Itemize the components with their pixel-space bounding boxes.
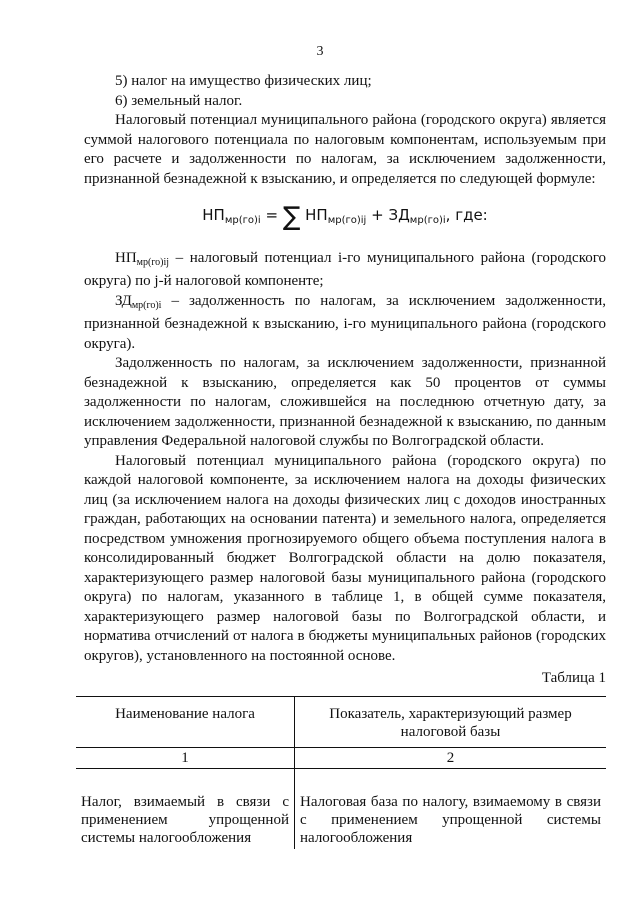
table-col-number-1: 1 [76,748,295,769]
table-spacer-row [76,769,606,792]
tax-base-table [76,696,606,849]
def1-text: – налоговый потенциал i-го муниципального района (городского округа) по j-й налоговой компоненте; [84,249,606,289]
intro-paragraph: Налоговый потенциал муниципального района (городского округа) является суммой налогового потенциала по налоговым компонентам, используемым при его расчете и задолженности по налогам, за исключением задолженности, признанной безнадежной к взысканию, и определяется по следующей формуле: [84,112,606,187]
page-number: 3 [316,44,324,59]
sum-sigma: ∑ [282,202,301,232]
formula-plus: + [371,206,384,224]
table-cell-indicator: Налоговая база по налогу, взимаемому в связи с применением упрощенной системы налогообложения [300,794,601,846]
table-spacer-cell-1 [76,769,295,792]
table-header-tax-name: Наименование налога [76,697,295,748]
table-col-number-2: 2 [295,748,607,769]
def1-symbol: НП [115,249,137,266]
definition-zd [84,292,606,355]
table-cell-tax-name: Налог, взимаемый в связи с применением упрощенной системы налогообложения [76,791,295,849]
formula-tail: , где: [445,206,488,224]
definition-np [84,249,606,292]
def2-text: – задолженность по налогам, за исключением задолженности, признанной безнадежной к взысканию, i-го муниципального района (городского округа). [84,292,606,352]
table-number-row [76,748,606,769]
table-header-row [76,697,606,748]
formula-equals: = [265,206,279,224]
formula-lhs-sub: мр(го)i [224,215,261,226]
formula-lhs: НП [202,206,225,224]
formula-term2-sub: мр(го)i [409,215,446,226]
list-item-6: 6) земельный налог. [115,92,243,109]
def2-symbol: ЗД [115,292,132,309]
debt-paragraph: Задолженность по налогам, за исключением задолженности, признанной безнадежной к взысканию, определяется как 50 процентов от суммы задолженности по налогам, сложившейся на последнюю отчетную дату, за исключением задолженности, признанной безнадежной к взысканию, по данным управления Федеральной налоговой службы по Волгоградской области. [84,355,606,449]
def1-sub: мр(го)ij [136,256,170,268]
tax-potential-formula [84,202,606,232]
table-spacer-cell-2 [295,769,607,792]
main-text [84,72,606,689]
list-item-5: 5) налог на имущество физических лиц; [115,73,372,89]
formula-term1: НП [305,206,328,224]
def2-sub: мр(го)i [131,299,162,311]
table-row [76,791,606,849]
table-header-indicator: Показатель, характеризующий размер налоговой базы [295,697,607,748]
formula-term2: ЗД [388,206,410,224]
components-paragraph: Налоговый потенциал муниципального района (городского округа) по каждой налоговой компоненте, за исключением налога на доходы физических лиц (за исключением налога на доходы физических лиц с доходов иностранных граждан, работающих на основании патента) и земельного налога, определяется посредством умножения прогнозируемого общего объема поступления налога в консолидированный бюджет Волгоградской области на долю показателя, характеризующего размер налоговой базы муниципального района (городского округа) по налогам, указанного в таблице 1, в общей сумме показателя, характеризующего размер налоговой базы по Волгоградской области, и норматива отчислений от налога в бюджеты муниципальных районов (городских округов), установленного на постоянной основе. [84,452,606,664]
table-caption: Таблица 1 [541,670,606,686]
formula-term1-sub: мр(го)ij [327,215,367,226]
